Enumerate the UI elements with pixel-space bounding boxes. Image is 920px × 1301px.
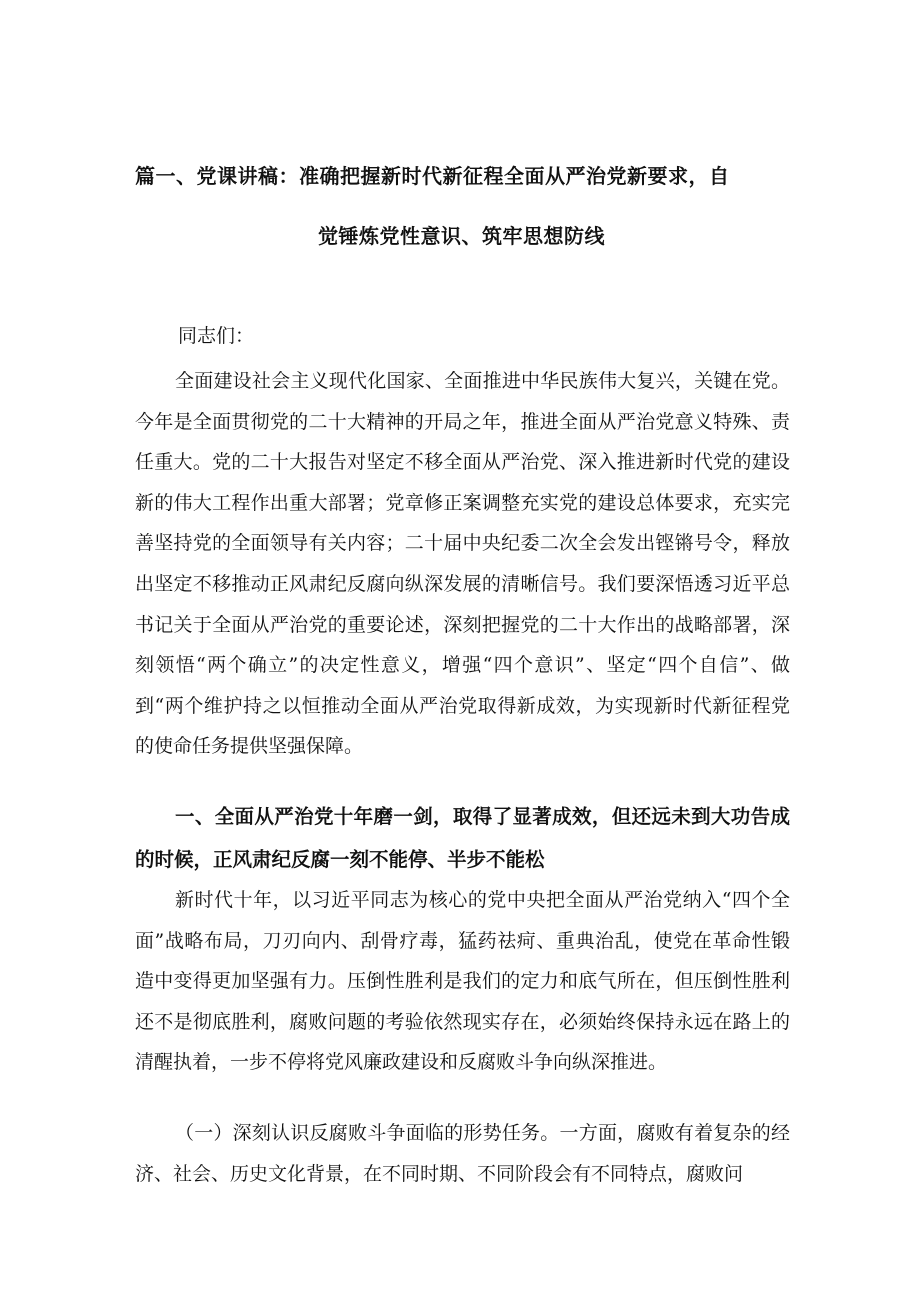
section-heading-1: 一、全面从严治党十年磨一剑，取得了显著成效，但还远未到大功告成的时候，正风肃纪反腐一刻不能停、半步不能松 [135,805,790,871]
document-title-line-1: 篇一、党课讲稿：准确把握新时代新征程全面从严治党新要求，自 [135,164,730,188]
body-paragraph-1: 全面建设社会主义现代化国家、全面推进中华民族伟大复兴，关键在党。今年是全面贯彻党的二十大精神的开局之年，推进全面从严治党意义特殊、责任重大。党的二十大报告对坚定不移全面从严治党、深入推进新时代党的建设新的伟大工程作出重大部署；党章修正案调整充实党的建设总体要求，充实完善坚持党的全面领导有关内容；二十届中央纪委二次全会发出铿锵号令，释放出坚定不移推动正风肃纪反腐向纵深发展的清晰信号。我们要深悟透习近平总书记关于全面从严治党的重要论述，深刻把握党的二十大作出的战略部署，深刻领悟“两个确立”的决定性意义，增强“四个意识”、坚定“四个自信”、做到“两个维护持之以恒推动全面从严治党取得新成效，为实现新时代新征程党的使命任务提供坚强保障。 [135,370,790,758]
body-paragraph-2: 新时代十年，以习近平同志为核心的党中央把全面从严治党纳入“四个全面”战略布局，刀刃向内、刮骨疗毒，猛药祛疴、重典治乱，使党在革命性锻造中变得更加坚强有力。压倒性胜利是我们的定力和底气所在，但压倒性胜利还不是彻底胜利，腐败问题的考验依然现实存在，必须始终保持永远在路上的清醒执着，一步不停将党风廉政建设和反腐败斗争向纵深推进。 [135,889,790,1074]
document-title-line-2: 觉锤炼党性意识、筑牢思想防线 [318,224,605,248]
greeting: 同志们： [178,325,255,347]
body-paragraph-3: （一）深刻认识反腐败斗争面临的形势任务。一方面，腐败有着复杂的经济、社会、历史文化背景，在不同时期、不同阶段会有不同特点，腐败问 [135,1122,790,1185]
